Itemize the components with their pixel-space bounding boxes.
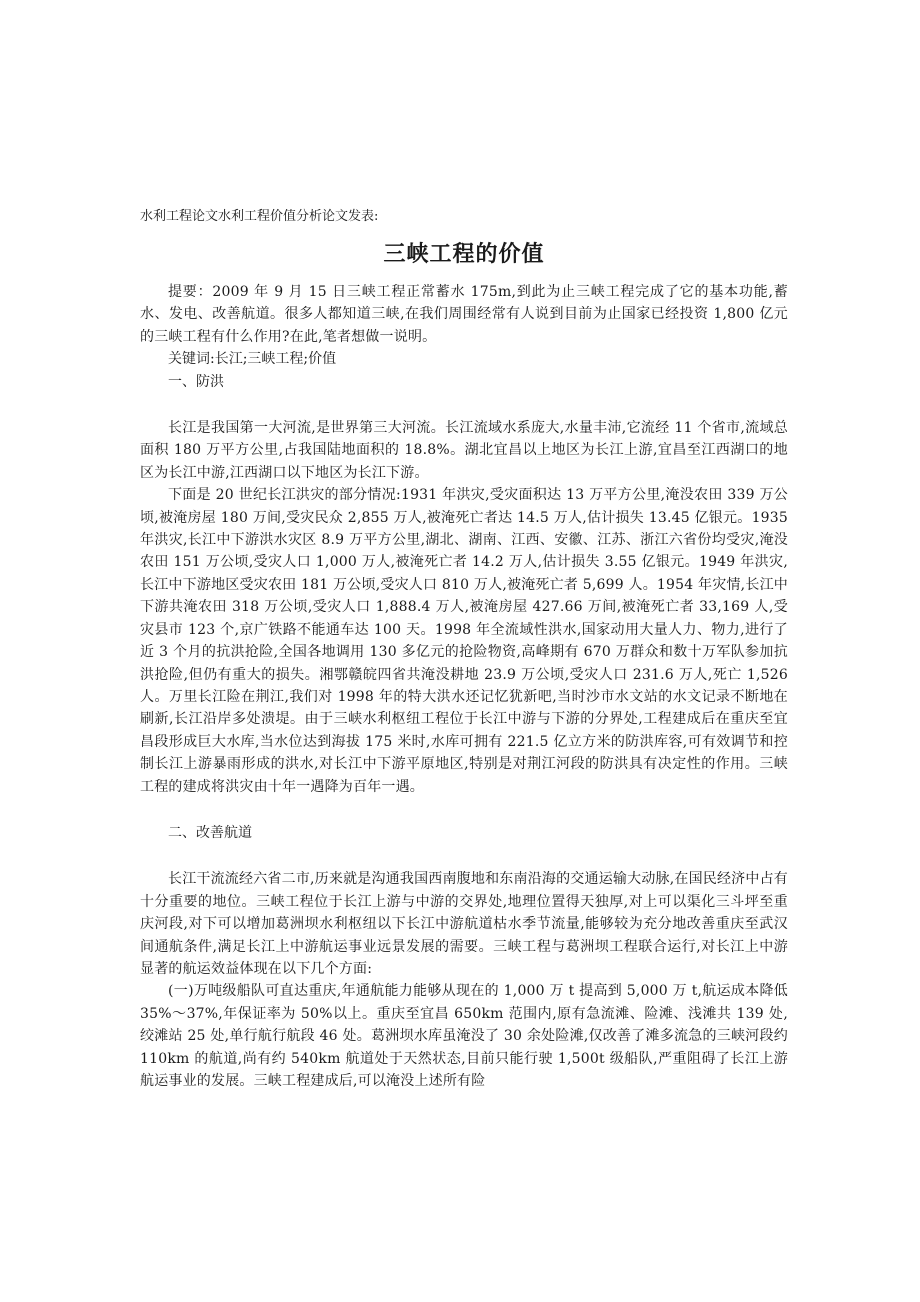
document-title: 三峡工程的价值 <box>383 242 545 267</box>
spacer <box>140 798 788 822</box>
document-page <box>140 207 788 1092</box>
spacer <box>140 844 788 868</box>
document-preface: 水利工程论文水利工程价值分析论文发表: <box>140 209 379 224</box>
section-heading-navigation: 二、改善航道 <box>168 824 252 841</box>
section1-paragraph-1: 长江是我国第一大河流,是世界第三大河流。长江流域水系庞大,水量丰沛,它流经 11 个省市,流域总面积 180 万平方公里,占我国陆地面积的 18.8%。湖北宜昌以上地区为长江上游,宜昌至江西湖口的地区为长江中游,江西湖口以下地区为长江下游。 <box>140 420 788 481</box>
abstract-paragraph: 提要：2009 年 9 月 15 日三峡工程正常蓄水 175m,到此为止三峡工程完成了它的基本功能,蓄水、发电、改善航道。很多人都知道三峡,在我们周围经常有人说到目前为止国家已经投资 1,800 亿元的三峡工程有什么作用?在此,笔者想做一说明。 <box>140 284 788 345</box>
spacer <box>140 393 788 417</box>
section2-paragraph-2: (一)万吨级船队可直达重庆,年通航能力能够从现在的 1,000 万 t 提高到 5,000 万 t,航运成本降低 35%～37%,年保证率为 50%以上。重庆至宜昌 650km 范围内,原有急流滩、险滩、浅滩共 139 处,绞滩站 25 处,单行航行航段 46 处。葛洲坝水库虽淹没了 30 余处险滩,仅改善了滩多流急的三峡河段约 110km 的航道,尚有约 540km 航道处于天然状态,目前只能行驶 1,500t 级船队,严重阻碍了长江上游航运事业的发展。三峡工程建成后,可以淹没上述所有险 <box>140 983 788 1089</box>
section1-paragraph-2: 下面是 20 世纪长江洪灾的部分情况:1931 年洪灾,受灾面积达 13 万平方公里,淹没农田 339 万公顷,被淹房屋 180 万间,受灾民众 2,855 万人,被淹死亡者达 14.5 万人,估计损失 13.45 亿银元。1935 年洪灾,长江中下游洪水灾区 8.9 万平方公里,湖北、湖南、江西、安徽、江苏、浙江六省份均受灾,淹没农田 151 万公顷,受灾人口 1,000 万人,被淹死亡者 14.2 万人,估计损失 3.55 亿银元。1949 年洪灾,长江中下游地区受灾农田 181 万公顷,受灾人口 810 万人,被淹死亡者 5,699 人。1954 年灾情,长江中下游共淹农田 318 万公顷,受灾人口 1,888.4 万人,被淹房屋 427.66 万间,被淹死亡者 33,169 人,受灾县市 123 个,京广铁路不能通车达 100 天。1998 年全流域性洪水,国家动用大量人力、物力,进行了近 3 个月的抗洪抢险,全国各地调用 130 多亿元的抢险物资,高峰期有 670 万群众和数十万军队参加抗洪抢险,但仍有重大的损失。湘鄂赣皖四省共淹没耕地 23.9 万公顷,受灾人口 231.6 万人,死亡 1,526 人。万里长江险在荆江,我们对 1998 年的特大洪水还记忆犹新吧,当时沙市水文站的水文记录不断地在刷新,长江沿岸多处溃堤。由于三峡水利枢纽工程位于长江中游与下游的分界处,工程建成后在重庆至宜昌段形成巨大水库,当水位达到海拔 175 米时,水库可拥有 221.5 亿立方米的防洪库容,可有效调节和控制长江上游暴雨形成的洪水,对长江中下游平原地区,特别是对荆江河段的防洪具有决定性的作用。三峡工程的建成将洪灾由十年一遇降为百年一遇。 <box>140 487 788 795</box>
section-heading-flood-control: 一、防洪 <box>168 373 224 390</box>
section2-paragraph-1: 长江干流流经六省二市,历来就是沟通我国西南腹地和东南沿海的交通运输大动脉,在国民经济中占有十分重要的地位。三峡工程位于长江上游与中游的交界处,地理位置得天独厚,对上可以渠化三斗坪至重庆河段,对下可以增加葛洲坝水利枢纽以下长江中游航道枯水季节流量,能够较为充分地改善重庆至武汉间通航条件,满足长江上中游航运事业远景发展的需要。三峡工程与葛洲坝工程联合运行,对长江上中游显著的航运效益体现在以下几个方面: <box>140 871 788 977</box>
keywords-line: 关键词:长江;三峡工程;价值 <box>168 351 337 368</box>
